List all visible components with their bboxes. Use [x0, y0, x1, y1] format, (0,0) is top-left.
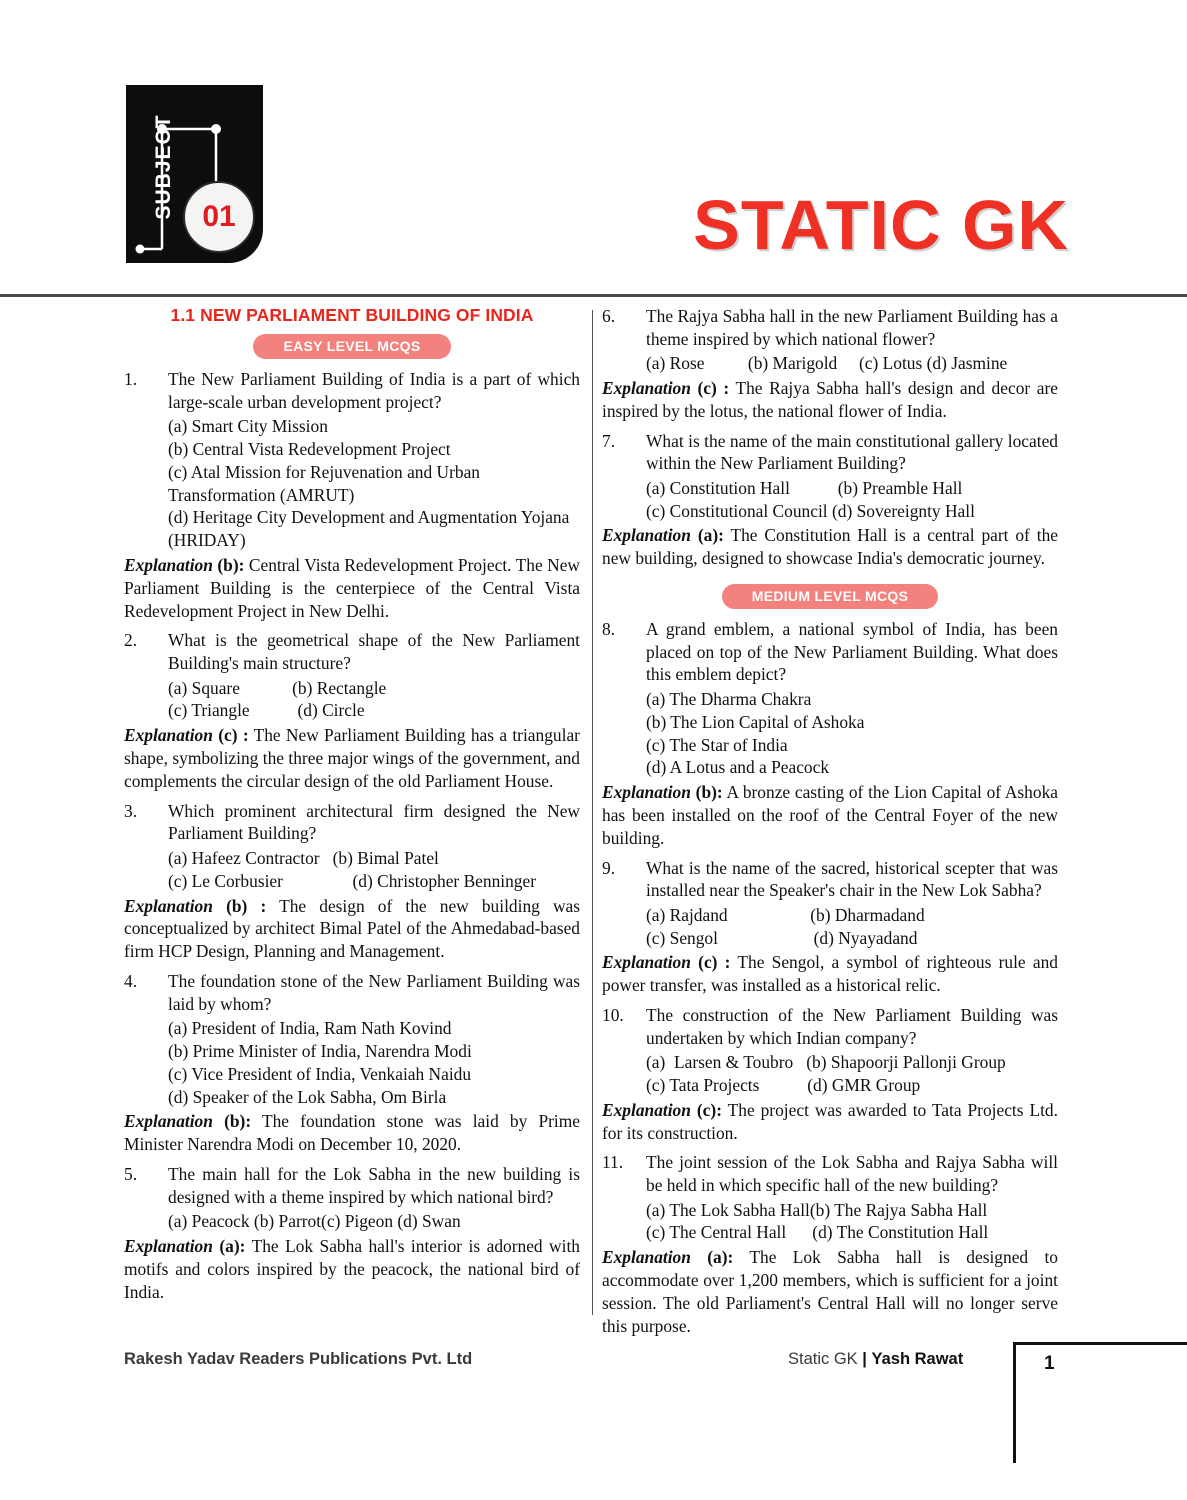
- explanation-label: Explanation: [602, 952, 691, 973]
- explanation-text: The Sengol, a symbol of righteous rule and power transfer, was installed as a historical relic.: [602, 952, 1058, 996]
- option-list: [124, 677, 580, 723]
- option-row-cd[interactable]: (c) Tata Projects (d) GMR Group: [646, 1075, 921, 1096]
- option-b[interactable]: (b) Prime Minister of India, Narendra Modi: [168, 1040, 472, 1061]
- option-list: [602, 1051, 1058, 1097]
- explanation-answer: (a):: [697, 525, 724, 546]
- explanation-text: The project was awarded to Tata Projects Ltd. for its construction.: [602, 1099, 1058, 1143]
- subject-label: SUBJECT: [152, 114, 175, 220]
- explanation: [602, 781, 1058, 849]
- option-row-ab[interactable]: (a) Larsen & Toubro (b) Shapoorji Pallonji Group: [646, 1052, 1006, 1073]
- explanation-text: Central Vista Redevelopment Project. The New Parliament Building is the centerpiece of the Central Vista Redevelopment Project in New Delhi.: [124, 555, 580, 621]
- option-row-ab[interactable]: (a) Square (b) Rectangle: [168, 677, 387, 698]
- explanation-label: Explanation: [602, 1099, 691, 1120]
- right-column: [602, 305, 1058, 1344]
- question-number: 7.: [602, 430, 616, 451]
- explanation-label: Explanation: [124, 895, 213, 916]
- header-divider: [0, 294, 1187, 297]
- option-a[interactable]: (a) President of India, Ram Nath Kovind: [168, 1018, 452, 1039]
- option-d[interactable]: (d) Heritage City Development and Augmentation Yojana (HRIDAY): [168, 507, 570, 551]
- option-list: [602, 688, 1058, 779]
- explanation-answer: (b):: [217, 555, 245, 576]
- explanation-text: A bronze casting of the Lion Capital of Ashoka has been installed on the roof of the Central Foyer of the new building.: [602, 782, 1058, 848]
- explanation-answer: (c) :: [697, 378, 730, 399]
- explanation-answer: (c):: [696, 1099, 722, 1120]
- spacer: [602, 577, 1058, 584]
- question-item: [602, 1004, 1058, 1049]
- explanation: [124, 1235, 580, 1303]
- question-number: 5.: [124, 1163, 138, 1184]
- option-list: [602, 1199, 1058, 1245]
- option-b[interactable]: (b) Central Vista Redevelopment Project: [168, 439, 451, 460]
- option-c[interactable]: (c) Atal Mission for Rejuvenation and Urban Transformation (AMRUT): [168, 461, 480, 505]
- explanation: [602, 951, 1058, 997]
- author-name: Yash Rawat: [871, 1350, 964, 1368]
- explanation-answer: (b) :: [226, 895, 267, 916]
- status-badge-medium: MEDIUM LEVEL MCQS: [722, 584, 939, 609]
- option-list: [602, 904, 1058, 950]
- question-number: 4.: [124, 970, 138, 991]
- medium-level-badge-wrap: [602, 584, 1058, 609]
- question-item: [602, 305, 1058, 350]
- question-text: The joint session of the Lok Sabha and Rajya Sabha will be held in which specific hall of the new building?: [646, 1152, 1058, 1196]
- explanation: [602, 1246, 1058, 1337]
- explanation-label: Explanation: [602, 525, 691, 546]
- option-row-cd[interactable]: (c) Le Corbusier (d) Christopher Benninger: [168, 870, 537, 891]
- explanation-label: Explanation: [124, 1111, 213, 1132]
- question-text: The construction of the New Parliament Building was undertaken by which Indian company?: [646, 1004, 1058, 1048]
- explanation-text: The Lok Sabha hall's interior is adorned with motifs and colors inspired by the peacock, the national bird of India.: [124, 1235, 580, 1302]
- explanation-text: The design of the new building was conceptualized by architect Bimal Patel of the Ahmedabad-based firm HCP Design, Planning and Management.: [124, 895, 581, 962]
- explanation: [602, 377, 1058, 423]
- question-item: [602, 618, 1058, 686]
- explanation-label: Explanation: [602, 378, 691, 399]
- question-text: A grand emblem, a national symbol of India, has been placed on top of the New Parliament Building. What does this emblem depict?: [646, 619, 1058, 685]
- explanation-answer: (c) :: [698, 952, 731, 973]
- question-number: 6.: [602, 306, 616, 326]
- question-number: 3.: [124, 800, 138, 821]
- explanation-label: Explanation: [124, 555, 213, 576]
- content-area: [0, 305, 1187, 1336]
- option-row-ab[interactable]: (a) Constitution Hall (b) Preamble Hall: [646, 477, 963, 498]
- footer-separator: |: [862, 1350, 867, 1368]
- option-list: [124, 1210, 580, 1233]
- explanation: [124, 1110, 580, 1156]
- option-row-ab[interactable]: (a) The Lok Sabha Hall(b) The Rajya Sabha Hall: [646, 1199, 988, 1220]
- explanation: [124, 724, 580, 792]
- option-a[interactable]: (a) The Dharma Chakra: [646, 688, 812, 709]
- explanation: [124, 554, 580, 622]
- explanation-answer: (c) :: [218, 725, 249, 746]
- option-d[interactable]: (d) A Lotus and a Peacock: [646, 757, 830, 778]
- question-number: 9.: [602, 857, 616, 878]
- explanation-label: Explanation: [124, 1235, 213, 1256]
- explanation-text: The Rajya Sabha hall's design and decor are inspired by the lotus, the national flower of India.: [602, 378, 1058, 421]
- footer-book-credit: [788, 1350, 963, 1369]
- option-list: [124, 847, 580, 893]
- left-column: [124, 305, 580, 1310]
- explanation: [602, 1099, 1058, 1145]
- question-item: [124, 800, 580, 845]
- question-text: The Rajya Sabha hall in the new Parliament Building has a theme inspired by which national flower?: [646, 306, 1058, 349]
- option-c[interactable]: (c) The Star of India: [646, 734, 788, 755]
- question-item: [124, 368, 580, 413]
- question-text: The New Parliament Building of India is a part of which large-scale urban development project?: [168, 369, 580, 412]
- page-number-box: [1013, 1342, 1187, 1463]
- explanation-text: The foundation stone was laid by Prime Minister Narendra Modi on December 10, 2020.: [124, 1111, 580, 1155]
- section-heading: 1.1 NEW PARLIAMENT BUILDING OF INDIA: [170, 305, 534, 325]
- page-header: [0, 0, 1187, 295]
- status-badge-easy: EASY LEVEL MCQS: [253, 334, 450, 359]
- question-text: What is the name of the sacred, historical scepter that was installed near the Speaker's chair in the New Lok Sabha?: [646, 857, 1058, 901]
- option-list: [602, 352, 1058, 375]
- question-number: 1.: [124, 369, 138, 389]
- question-text: The main hall for the Lok Sabha in the new building is designed with a theme inspired by which national bird?: [168, 1163, 580, 1207]
- option-c[interactable]: (c) Vice President of India, Venkaiah Naidu: [168, 1063, 472, 1084]
- option-row-cd[interactable]: (c) The Central Hall (d) The Constitution Hall: [646, 1222, 989, 1243]
- question-item: [602, 1151, 1058, 1196]
- question-number: 8.: [602, 619, 616, 640]
- explanation-text: The Constitution Hall is a central part of the new building, designed to showcase India's democratic journey.: [602, 525, 1058, 569]
- question-number: 10.: [602, 1004, 624, 1025]
- explanation-answer: (a):: [219, 1235, 246, 1256]
- question-number: 11.: [602, 1152, 624, 1173]
- page-title: STATIC GK: [693, 186, 1069, 264]
- option-list: [124, 415, 580, 552]
- easy-level-badge-wrap: [124, 334, 580, 359]
- column-divider: [592, 310, 593, 1315]
- question-item: [602, 430, 1058, 475]
- question-item: [124, 970, 580, 1015]
- option-row-abcd[interactable]: (a) Rose (b) Marigold (c) Lotus (d) Jasmine: [646, 353, 1008, 374]
- subject-number-circle: [183, 181, 255, 253]
- option-row-ab[interactable]: (a) Rajdand (b) Dharmadand: [646, 904, 925, 925]
- option-b[interactable]: (b) The Lion Capital of Ashoka: [646, 711, 865, 732]
- explanation-answer: (b):: [224, 1111, 252, 1132]
- explanation-label: Explanation: [602, 1247, 691, 1268]
- option-row-cd[interactable]: (c) Constitutional Council (d) Sovereignty Hall: [646, 500, 975, 521]
- publisher-name: Rakesh Yadav Readers Publications Pvt. Ltd: [124, 1350, 473, 1368]
- option-row-ab[interactable]: (a) Hafeez Contractor (b) Bimal Patel: [168, 847, 439, 868]
- question-text: The foundation stone of the New Parliament Building was laid by whom?: [168, 970, 580, 1014]
- option-d[interactable]: (d) Speaker of the Lok Sabha, Om Birla: [168, 1086, 447, 1107]
- option-list: [602, 477, 1058, 523]
- explanation-label: Explanation: [602, 782, 691, 803]
- explanation-answer: (b):: [695, 782, 723, 803]
- question-text: What is the geometrical shape of the New Parliament Building's main structure?: [168, 630, 580, 674]
- question-item: [602, 857, 1058, 902]
- option-a[interactable]: (a) Smart City Mission: [168, 416, 328, 437]
- option-row-abcd[interactable]: (a) Peacock (b) Parrot(c) Pigeon (d) Swan: [168, 1211, 461, 1232]
- explanation: [602, 524, 1058, 570]
- question-item: [124, 1163, 580, 1208]
- explanation: [124, 895, 580, 963]
- option-list: [124, 1017, 580, 1108]
- question-text: Which prominent architectural firm designed the New Parliament Building?: [168, 800, 580, 844]
- page-number: 1: [1044, 1353, 1055, 1374]
- subject-badge: [126, 85, 263, 263]
- book-name: Static GK: [788, 1350, 858, 1368]
- explanation-text: The New Parliament Building has a triangular shape, symbolizing the three major wings of the government, and complements the circular design of the old Parliament House.: [124, 725, 580, 791]
- question-text: What is the name of the main constitutional gallery located within the New Parliament Building?: [646, 430, 1058, 474]
- explanation-answer: (a):: [707, 1247, 734, 1268]
- question-item: [124, 629, 580, 674]
- option-row-cd[interactable]: (c) Sengol (d) Nyayadand: [646, 927, 918, 948]
- explanation-text: The Lok Sabha hall is designed to accommodate over 1,200 members, which is sufficient for a joint session. The old Parliament's Central Hall will no longer serve this purpose.: [602, 1247, 1058, 1336]
- explanation-label: Explanation: [124, 725, 213, 746]
- subject-number: 01: [202, 200, 236, 233]
- page-footer: [0, 1340, 1187, 1400]
- question-number: 2.: [124, 630, 138, 651]
- option-row-cd[interactable]: (c) Triangle (d) Circle: [168, 700, 365, 721]
